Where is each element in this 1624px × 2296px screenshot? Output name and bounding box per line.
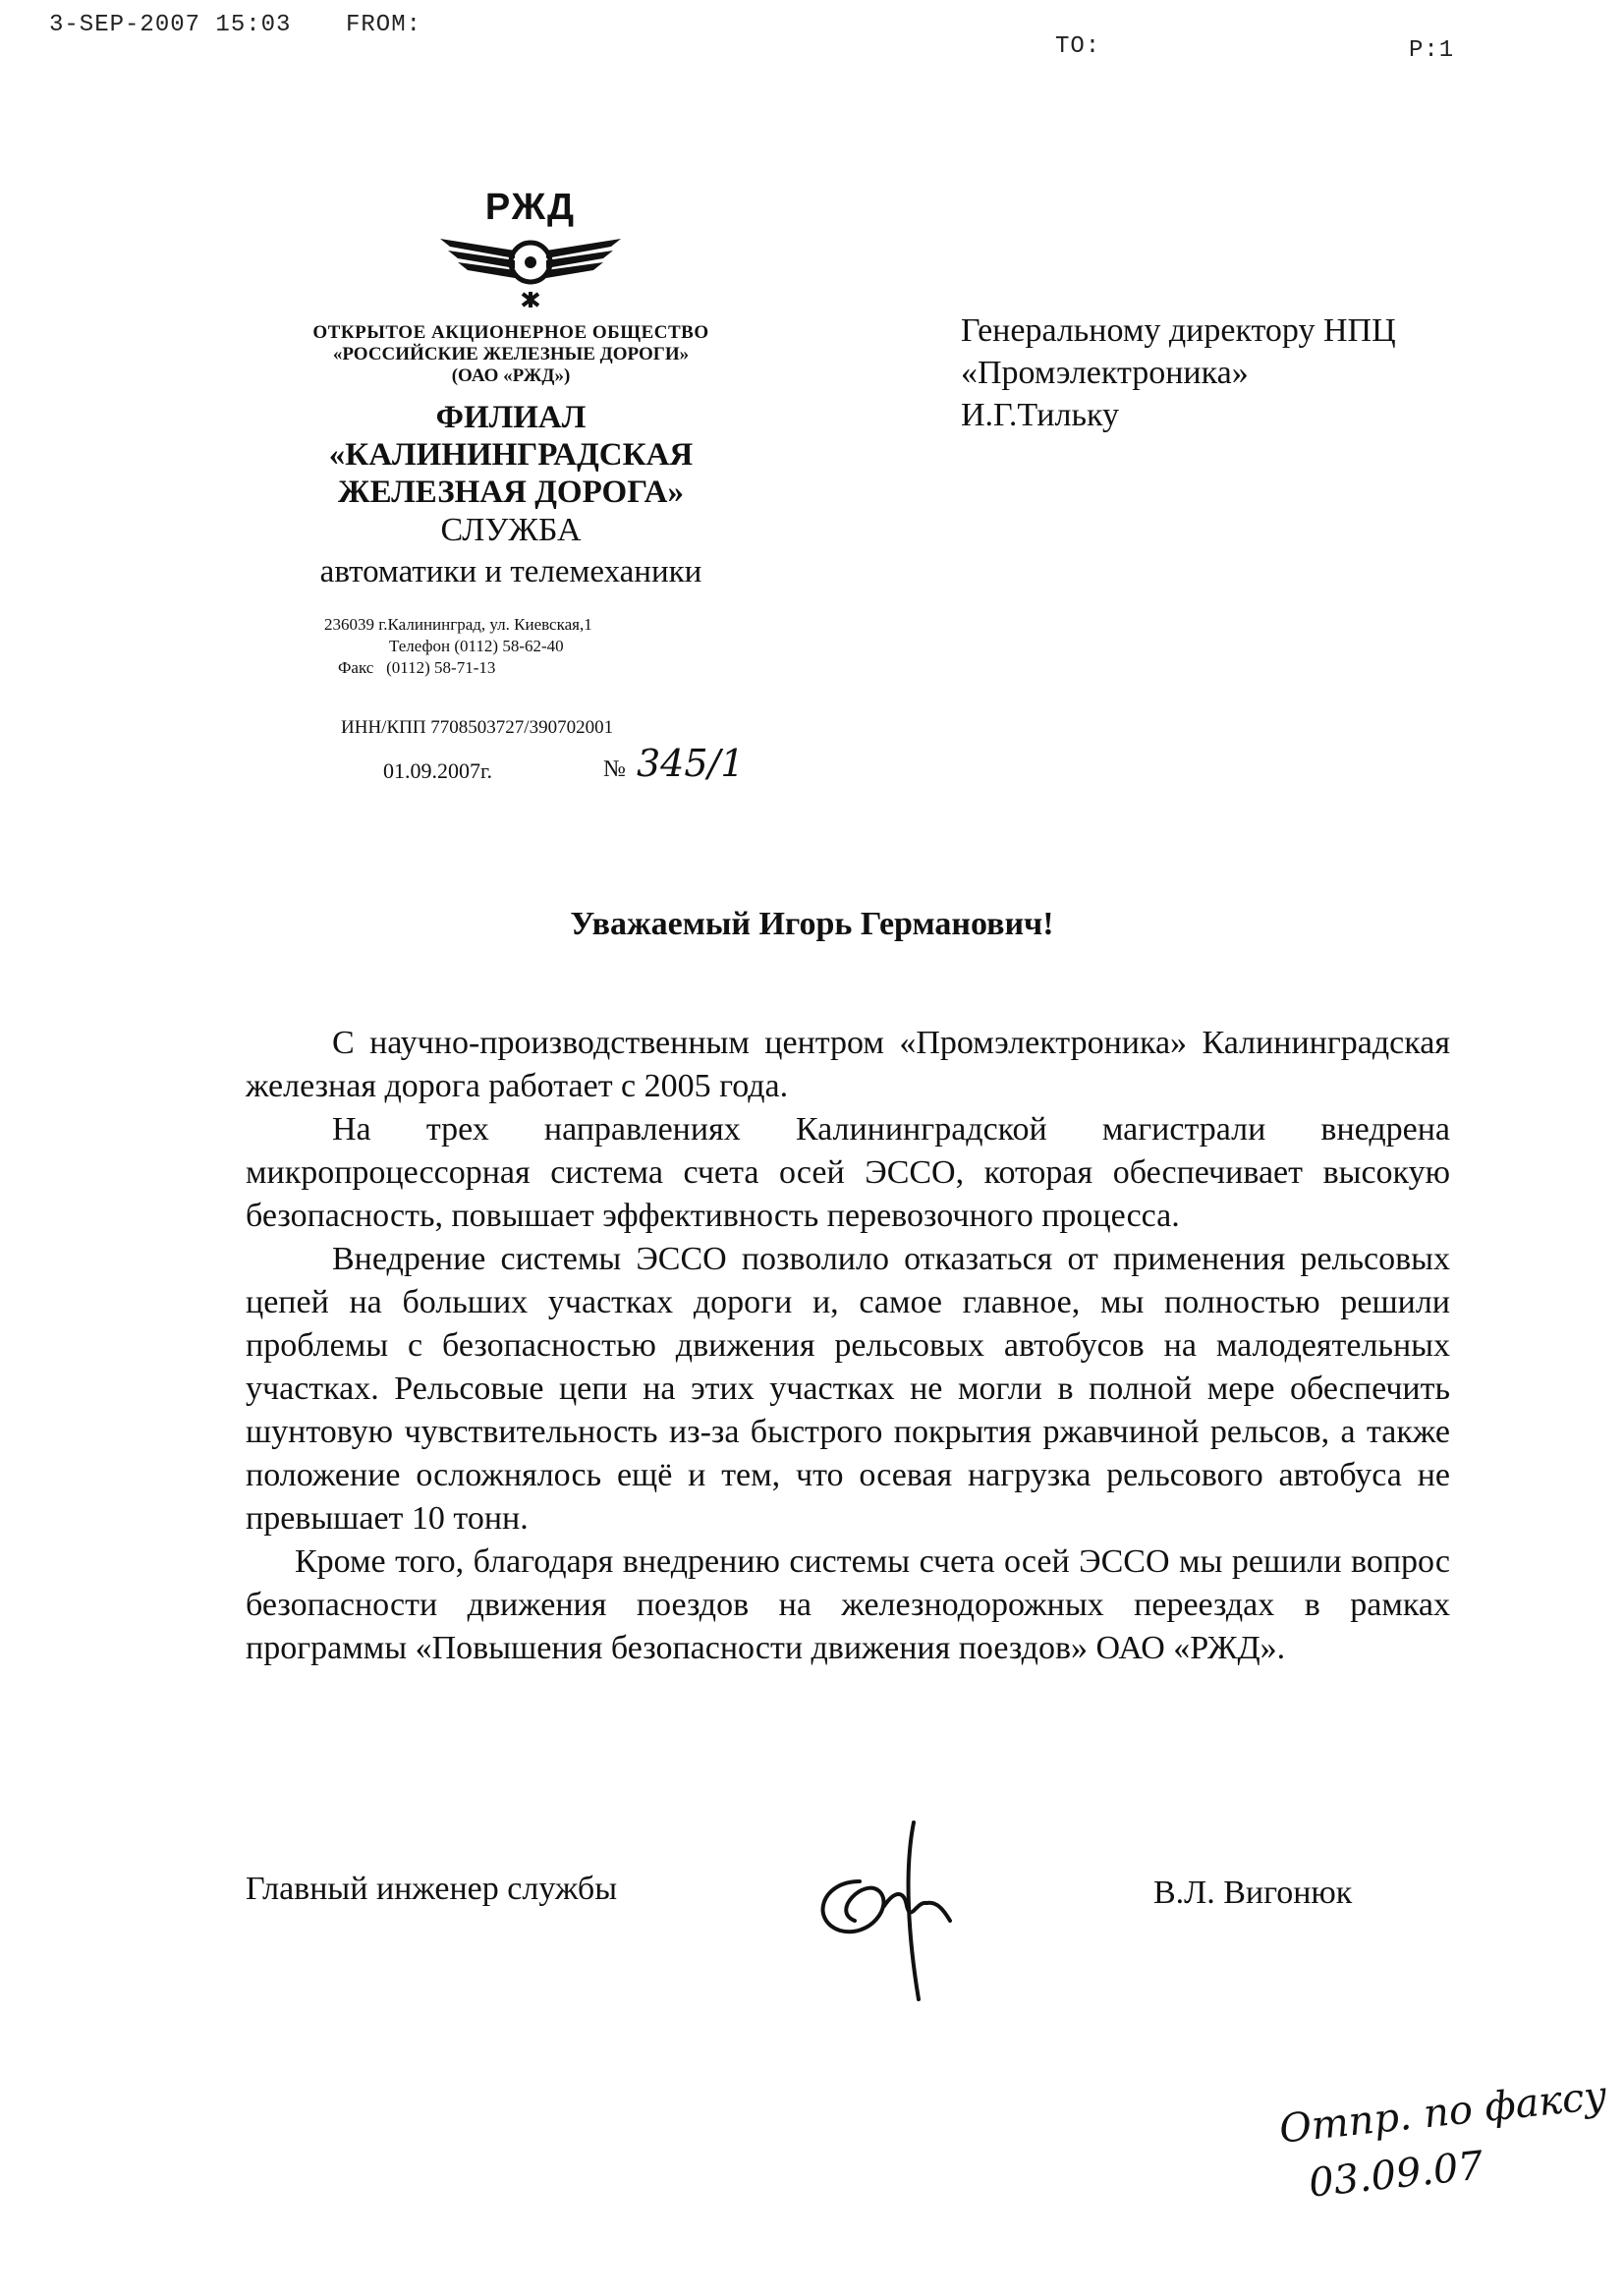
letter-date: 01.09.2007г.: [383, 758, 493, 783]
fax-to-label: TO:: [1055, 33, 1101, 60]
org-line-3: (ОАО «РЖД»): [451, 365, 571, 386]
handwritten-note-line-1: Отпр. по факсу: [1277, 2073, 1609, 2153]
rzd-logo-text: РЖД: [484, 187, 577, 228]
paragraph-3: Внедрение системы ЭССО позволило отказаться от применения рельсовых цепей на больших участках дороги и, самое главное, мы полностью решили проблемы с безопасностью движения рельсовых автобусов на малодеятельных участках. Рельсовые цепи на этих участках не могли в полной мере обеспечить шунтовую чувствительность из-за быстрого покрытия ржавчиной рельсов, а также положение осложнялось ещё и тем, что осевая нагрузка рельсового автобуса не превышает 10 тонн.: [246, 1241, 1450, 1537]
org-line-2: «РОССИЙСКИЕ ЖЕЛЕЗНЫЕ ДОРОГИ»: [332, 344, 690, 364]
rzd-logo: [432, 187, 629, 314]
paragraph-4: Кроме того, благодаря внедрению системы счета осей ЭССО мы решили вопрос безопасности движения поездов на железнодорожных переездах в рамках программы «Повышения безопасности движения поездов» ОАО «РЖД».: [246, 1543, 1450, 1666]
signer-position: Главный инженер службы: [246, 1871, 618, 1907]
org-fax: Факс (0112) 58-71-13: [338, 658, 496, 677]
org-inn: ИНН/КПП 7708503727/390702001: [341, 717, 614, 738]
paragraph-2: На трех направлениях Калининградской магистрали внедрена микропроцессорная система счета осей ЭССО, которая обеспечивает высокую безопасность, повышает эффективность перевозочного процесса.: [246, 1111, 1450, 1234]
service-title: СЛУЖБА: [440, 512, 582, 548]
winged-wheel-icon: [432, 229, 629, 312]
signer-name: В.Л. Вигонюк: [1153, 1875, 1353, 1911]
org-address: 236039 г.Калининград, ул. Киевская,1: [324, 615, 592, 634]
recipient-line-3: И.Г.Тильку: [961, 397, 1120, 433]
department-title: автоматики и телемеханики: [319, 554, 702, 589]
salutation: Уважаемый Игорь Германович!: [570, 906, 1054, 942]
branch-line-3: ЖЕЛЕЗНАЯ ДОРОГА»: [338, 475, 684, 510]
signature-icon: [801, 1813, 968, 2009]
fax-from-label: FROM:: [346, 12, 422, 38]
paragraph-1: С научно-производственным центром «Промэлектроника» Калининградская железная дорога работает с 2005 года.: [246, 1025, 1450, 1104]
letter-body: [246, 1022, 1450, 1670]
recipient-line-1: Генеральному директору НПЦ: [961, 312, 1396, 349]
recipient-block: [961, 309, 1396, 436]
letter-number-label: №: [603, 756, 626, 782]
branch-line-1: ФИЛИАЛ: [435, 400, 587, 435]
fax-datetime: 3-SEP-2007 15:03: [49, 12, 292, 38]
letter-number-handwritten: 345/1: [637, 742, 745, 785]
org-line-1: ОТКРЫТОЕ АКЦИОНЕРНОЕ ОБЩЕСТВО: [312, 322, 709, 343]
fax-page-label: P:1: [1409, 37, 1455, 64]
contact-block: [324, 614, 592, 679]
recipient-line-2: «Промэлектроника»: [961, 355, 1249, 391]
letterhead-block: [236, 322, 786, 593]
handwritten-note-line-2: 03.09.07: [1307, 2143, 1485, 2207]
org-phone: Телефон (0112) 58-62-40: [389, 637, 564, 655]
branch-line-2: «КАЛИНИНГРАДСКАЯ: [328, 437, 694, 473]
